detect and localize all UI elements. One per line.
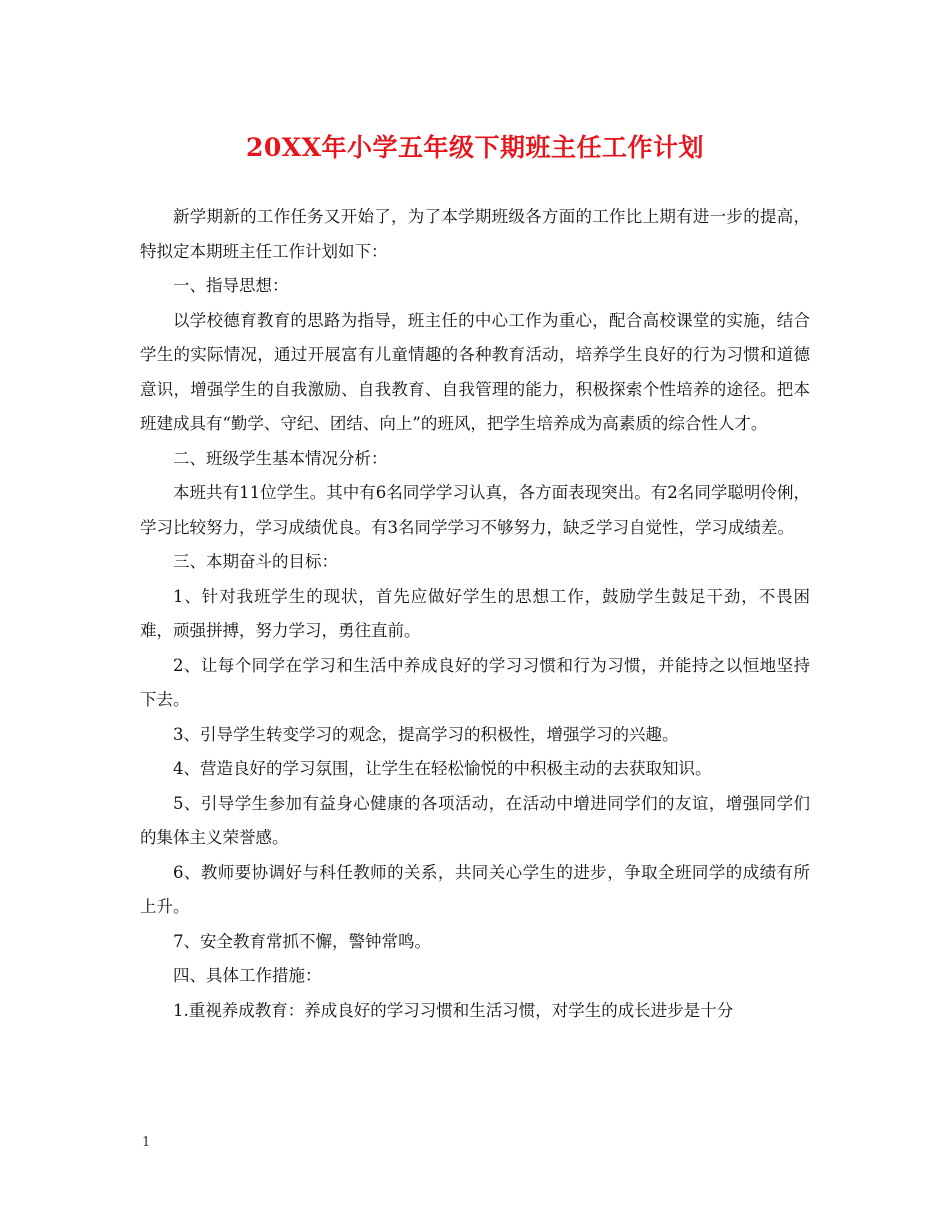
paragraph-class-analysis: 本班共有11位学生。其中有6名同学学习认真，各方面表现突出。有2名同学聪明伶俐，学习比较努力，学习成绩优良。有3名同学学习不够努力，缺乏学习自觉性，学习成绩差。 <box>140 483 810 537</box>
goal-item-3: 3、引导学生转变学习的观念，提高学习的积极性，增强学习的兴趣。 <box>173 724 679 744</box>
goal-item-6: 6、教师要协调好与科任教师的关系，共同关心学生的进步，争取全班同学的成绩有所上升。 <box>140 862 810 916</box>
section-heading-measures: 四、具体工作措施： <box>173 966 322 985</box>
document-title: 20XX年小学五年级下期班主任工作计划 <box>245 133 705 162</box>
page-number: 1 <box>142 1135 151 1150</box>
section-heading-class-analysis: 二、班级学生基本情况分析： <box>173 448 388 468</box>
paragraph-intro: 新学期新的工作任务又开始了，为了本学期班级各方面的工作比上期有进一步的提高，特拟定本期班主任工作计划如下： <box>140 207 810 261</box>
measure-item-1: 1.重视养成教育：养成良好的学习习惯和生活习惯，对学生的成长进步是十分 <box>173 1000 734 1020</box>
goal-item-7: 7、安全教育常抓不懈，警钟常鸣。 <box>173 931 431 951</box>
document-body <box>140 200 810 1028</box>
goal-item-4: 4、营造良好的学习氛围，让学生在轻松愉悦的中积极主动的去获取知识。 <box>173 759 712 778</box>
goal-item-2: 2、让每个同学在学习和生活中养成良好的学习习惯和行为习惯，并能持之以恒地坚持下去。 <box>140 655 810 709</box>
paragraph-guiding-ideology: 以学校德育教育的思路为指导，班主任的中心工作为重心，配合高校课堂的实施，结合学生的实际情况，通过开展富有儿童情趣的各种教育活动，培养学生良好的行为习惯和道德意识，增强学生的自我激励、自我教育、自我管理的能力，积极探索个性培养的途径。把本班建成具有“勤学、守纪、团结、向上”的班风，把学生培养成为高素质的综合性人才。 <box>140 310 810 433</box>
section-heading-guiding-ideology: 一、指导思想： <box>173 276 289 295</box>
section-heading-goals: 三、本期奋斗的目标： <box>173 552 338 571</box>
goal-item-1: 1、针对我班学生的现状，首先应做好学生的思想工作，鼓励学生鼓足干劲，不畏困难，顽强拼搏，努力学习，勇往直前。 <box>140 586 810 640</box>
goal-item-5: 5、引导学生参加有益身心健康的各项活动，在活动中增进同学们的友谊，增强同学们的集体主义荣誉感。 <box>140 793 810 847</box>
